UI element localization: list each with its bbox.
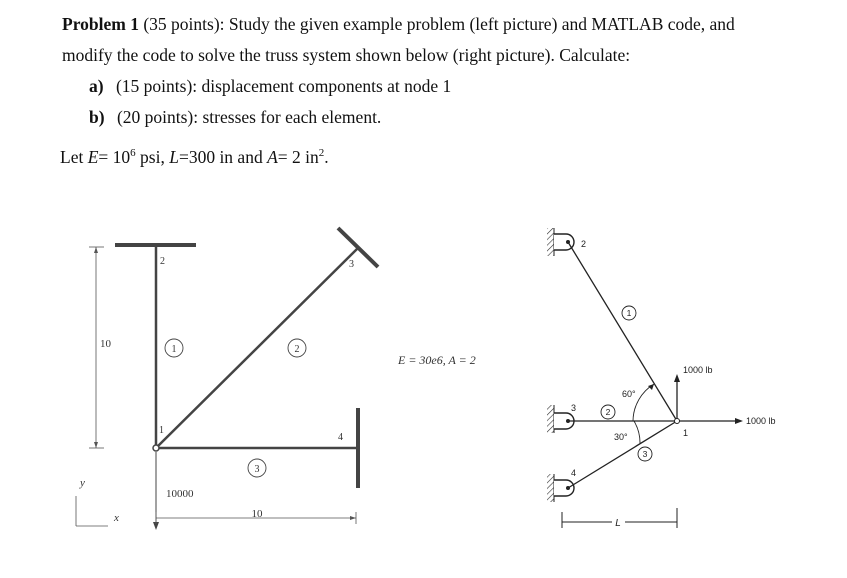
L-symbol: L [169,146,179,167]
part-a-text: (15 points): displacement components at node 1 [115,76,452,96]
A-exponent: 2 [318,147,325,159]
right-element-label-2: 2 [605,407,611,417]
right-angle-60-arc [633,384,654,421]
left-axis-x-label: x [114,512,119,524]
left-element-2 [156,248,358,448]
E-unit: psi, [135,146,170,167]
left-axis-y-label: y [80,477,85,489]
left-element-label-2: 2 [294,344,300,355]
right-wall-2 [547,228,554,256]
E-symbol: E [87,146,99,167]
L-value: =300 in and [178,146,268,167]
part-b-text: (20 points): stresses for each element. [116,107,382,127]
right-angle-30-arc [634,421,640,444]
right-angle-30-label: 30° [614,432,628,442]
A-end: . [324,146,329,167]
left-truss-figure [76,228,378,530]
E-exponent: 6 [130,147,136,159]
right-force-horizontal-label: 1000 lb [746,416,776,426]
left-element-label-1: 1 [171,344,177,355]
A-symbol: A [267,146,278,167]
right-element-label-3: 3 [642,449,648,459]
left-dim-vertical-label: 10 [100,338,111,350]
right-wall-4 [547,474,554,502]
problem-line-2: modify the code to solve the truss system shown below (right picture). Calculate: [62,45,631,65]
right-node-3: 3 [571,403,577,413]
left-node-4: 4 [338,432,343,443]
right-wall-3 [547,405,554,433]
left-node-2: 2 [160,256,165,267]
right-node-2: 2 [581,239,587,249]
right-angle-60-label: 60° [622,389,636,399]
part-a-label: a) [89,76,104,96]
middle-caption: E = 30e6, A = 2 [398,353,476,367]
let-prefix: Let [60,146,84,167]
right-element-label-1: 1 [626,308,632,318]
right-force-vertical-label: 1000 lb [683,365,713,375]
right-truss-figure [547,228,776,529]
E-value: = 10 [98,146,131,167]
right-pin-4 [554,480,574,496]
left-element-label-3: 3 [254,464,260,475]
left-node-1: 1 [159,425,164,436]
right-dim-L-label: L [615,518,621,529]
problem-heading: Problem 1 [62,14,139,34]
part-b-label: b) [89,107,105,127]
A-value: = 2 in [277,146,319,167]
right-node-1: 1 [683,428,689,438]
left-dim-horizontal-label: 10 [251,508,263,520]
left-node-3: 3 [349,259,354,270]
problem-points: (35 points): Study the given example problem (left picture) and MATLAB code, and [143,14,735,34]
left-load-label: 10000 [166,488,194,500]
right-node-4: 4 [571,468,577,478]
